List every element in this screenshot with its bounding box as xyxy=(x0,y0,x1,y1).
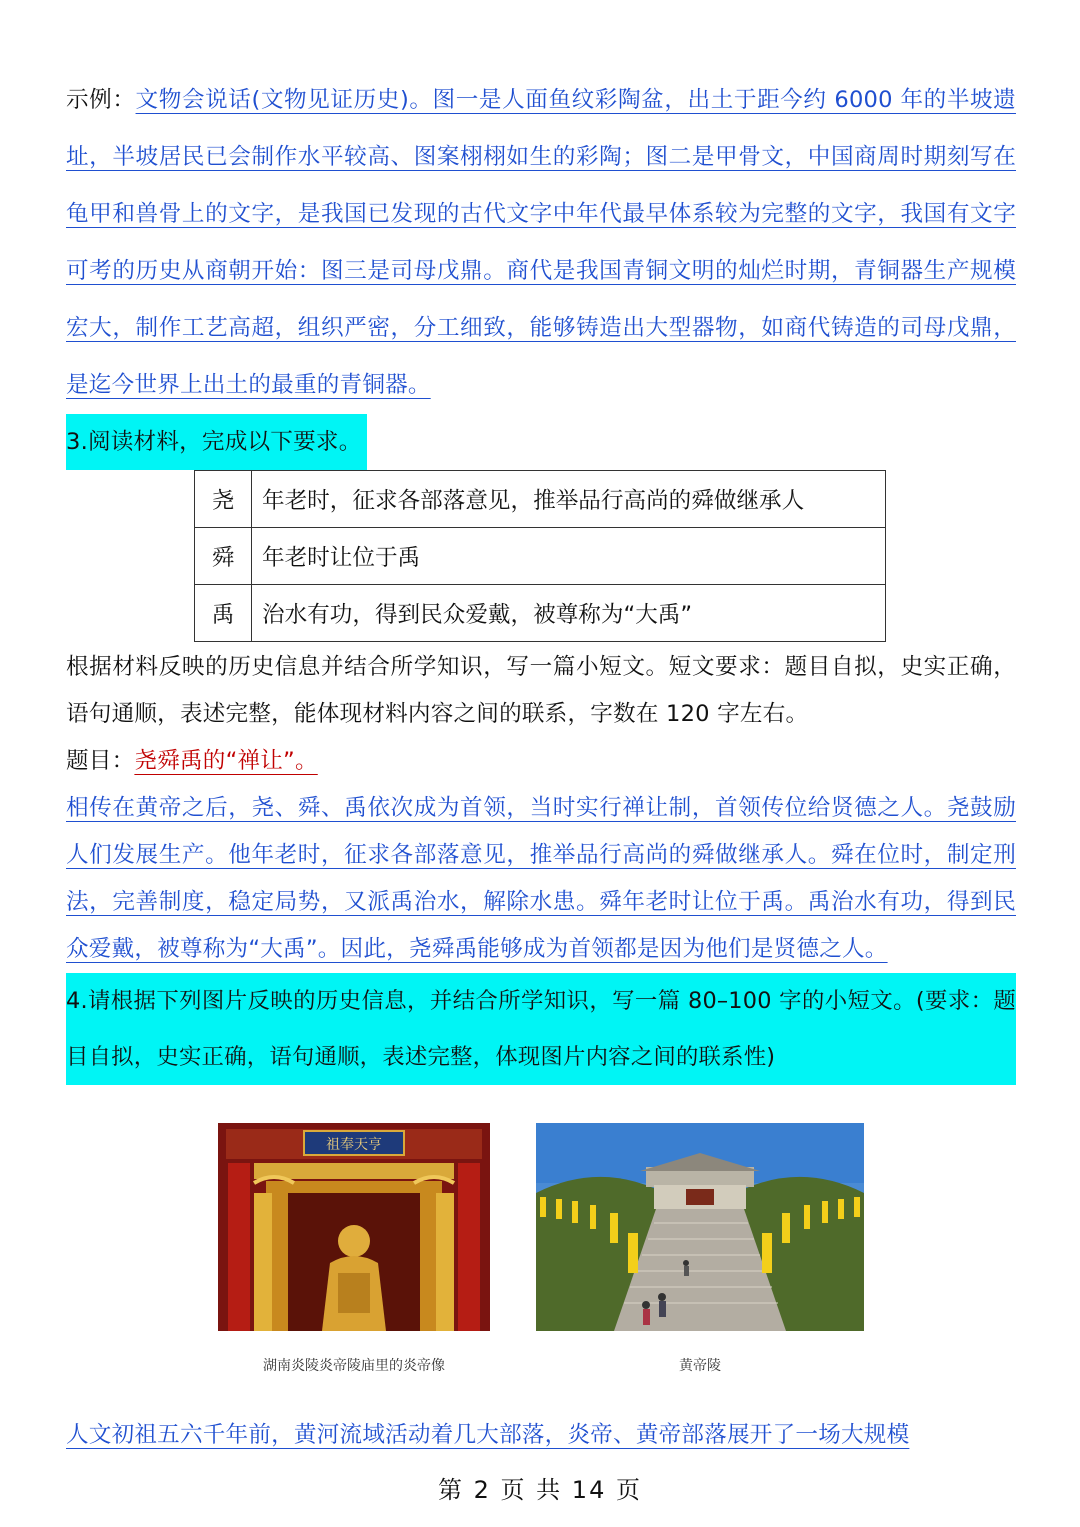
table-cell-name: 尧 xyxy=(195,471,252,528)
q3-title-row xyxy=(66,738,1016,785)
q4-image-row xyxy=(66,1103,1016,1403)
q4-heading: 4.请根据下列图片反映的历史信息，并结合所学知识，写一篇 80–100 字的小短文。(要求：题目自拟，史实正确，语句通顺，表述完整，体现图片内容之间的联系性) xyxy=(66,973,1016,1085)
huangdi-tomb-figure xyxy=(536,1123,864,1374)
plaque-text: 祖奉天亨 xyxy=(326,1137,382,1153)
table-row xyxy=(195,471,886,528)
page-footer: 第 2 页 共 14 页 xyxy=(438,1476,642,1504)
q3-answer-text: 相传在黄帝之后，尧、舜、禹依次成为首领，当时实行禅让制，首领传位给贤德之人。尧鼓励人们发展生产。他年老时，征求各部落意见，推举品行高尚的舜做继承人。舜在位时，制定刑法，完善制度，稳定局势，又派禹治水，解除水患。舜年老时让位于禹。禹治水有功，得到民众爱戴，被尊称为“大禹”。因此，尧舜禹能够成为首领都是因为他们是贤德之人。 xyxy=(66,795,1016,962)
q3-requirement: 根据材料反映的历史信息并结合所学知识，写一篇小短文。短文要求：题目自拟，史实正确，语句通顺，表述完整，能体现材料内容之间的联系，字数在 120 字左右。 xyxy=(66,654,1016,727)
q3-material-table xyxy=(194,470,886,642)
yandi-caption: 湖南炎陵炎帝陵庙里的炎帝像 xyxy=(263,1358,445,1374)
q3-title-answer: 尧舜禹的“禅让”。 xyxy=(134,748,318,774)
huangdi-caption: 黄帝陵 xyxy=(679,1358,721,1374)
q3-answer xyxy=(66,785,1016,973)
table-cell-desc: 年老时让位于禹 xyxy=(252,528,886,585)
example-label: 示例： xyxy=(66,87,136,113)
table-row xyxy=(195,528,886,585)
q3-heading-row xyxy=(66,414,1016,470)
q4-answer xyxy=(66,1407,1016,1464)
table-cell-name: 舜 xyxy=(195,528,252,585)
q3-title-label: 题目： xyxy=(66,748,135,774)
yandi-statue-image xyxy=(218,1123,490,1331)
example-answer: 文物会说话(文物见证历史)。图一是人面鱼纹彩陶盆，出土于距今约 6000 年的半坡遗址，半坡居民已会制作水平较高、图案栩栩如生的彩陶；图二是甲骨文，中国商周时期刻写在龟甲和兽骨上的文字，是我国已发现的古代文字中年代最早体系较为完整的文字，我国有文字可考的历史从商朝开始：图三是司母戊鼎。商代是我国青铜文明的灿烂时期，青铜器生产规模宏大，制作工艺高超，组织严密，分工细致，能够铸造出大型器物，如商代铸造的司母戊鼎，是迄今世界上出土的最重的青铜器。 xyxy=(66,87,1016,398)
table-cell-name: 禹 xyxy=(195,585,252,642)
table-cell-desc: 年老时，征求各部落意见，推举品行高尚的舜做继承人 xyxy=(252,471,886,528)
yandi-statue-figure xyxy=(218,1123,490,1374)
q3-heading: 3.阅读材料，完成以下要求。 xyxy=(66,414,367,470)
document-page xyxy=(66,72,1016,1464)
table-row xyxy=(195,585,886,642)
huangdi-tomb-image xyxy=(536,1123,864,1331)
example-paragraph xyxy=(66,72,1016,414)
q4-answer-text: 人文初祖五六千年前，黄河流域活动着几大部落，炎帝、黄帝部落展开了一场大规模 xyxy=(66,1422,910,1448)
table-cell-desc: 治水有功，得到民众爱戴，被尊称为“大禹” xyxy=(252,585,886,642)
